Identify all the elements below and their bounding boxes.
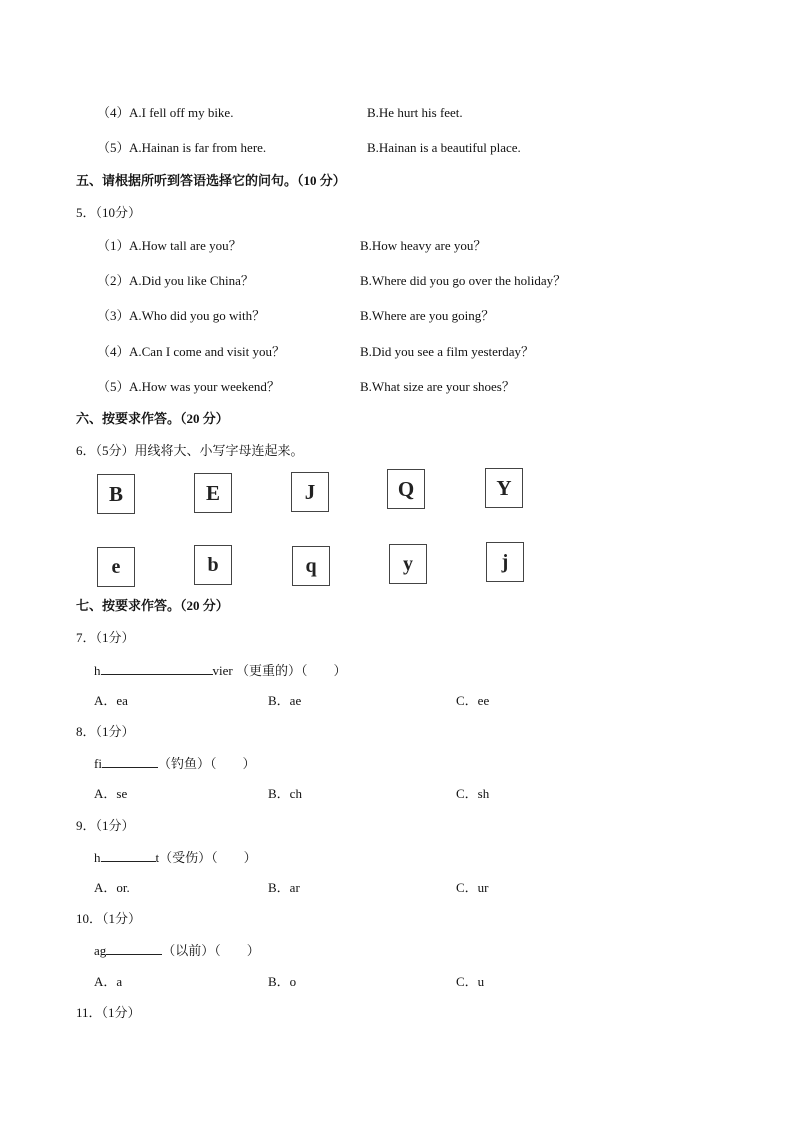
q9-stem-prefix: h [94,850,101,865]
q8-stem [94,755,255,772]
section5-title: 五、请根据所听到答语选择它的问句。（10 分） [76,173,346,188]
q5-item-num: （5） [97,379,130,394]
q5-item-option-b: B.What size are your shoes？ [360,379,515,394]
q9-option-c[interactable]: C．ur [456,880,489,895]
uppercase-letter-box[interactable]: J [291,472,329,512]
q9-option-a[interactable]: A．or. [94,880,130,895]
q9-answer-blank[interactable] [101,849,156,862]
lowercase-letter-box[interactable]: b [194,545,232,585]
prev-item5-option-a: A.Hainan is far from here. [129,140,267,155]
prev-item4-option-a: A.I fell off my bike. [129,105,234,120]
q11-number: 11．（1分） [76,1005,141,1020]
uppercase-letter-box[interactable]: Q [387,469,425,509]
uppercase-letter-box[interactable]: Y [485,468,523,508]
q6-number: 6．（5分）用线将大、小写字母连起来。 [76,443,304,458]
q5-item-num: （4） [97,344,130,359]
q8-answer-blank[interactable] [102,755,158,768]
q10-stem [94,942,260,959]
q8-option-a[interactable]: A．se [94,786,128,801]
q7-number: 7．（1分） [76,630,135,645]
q9-stem-suffix: t（受伤）（ ） [155,850,257,865]
q10-stem-suffix: （以前）（ ） [162,943,260,958]
prev-item4-num: （4） [97,105,130,120]
q10-stem-prefix: ag [94,943,107,958]
q5-item-option-b: B.How heavy are you？ [360,238,487,253]
q7-answer-blank[interactable] [101,662,213,675]
section7-title: 七、按要求作答。（20 分） [76,598,229,613]
uppercase-letter-box[interactable]: E [194,473,232,513]
q5-item-option-b: B.Where did you go over the holiday？ [360,273,567,288]
q10-option-b[interactable]: B．o [268,974,297,989]
q8-option-c[interactable]: C．sh [456,786,490,801]
q9-number: 9．（1分） [76,818,135,833]
prev-item5-option-b: B.Hainan is a beautiful place. [367,140,521,155]
q7-option-b[interactable]: B．ae [268,693,302,708]
uppercase-letter-box[interactable]: B [97,474,135,514]
prev-item4-option-b: B.He hurt his feet. [367,105,463,120]
lowercase-letter-box[interactable]: j [486,542,524,582]
lowercase-letter-box[interactable]: q [292,546,330,586]
q10-answer-blank[interactable] [106,942,162,955]
q7-stem-prefix: h [94,663,101,678]
q10-number: 10．（1分） [76,911,142,926]
q5-item-option-a: A.Did you like China？ [129,273,254,288]
q7-option-c[interactable]: C．ee [456,693,490,708]
q8-stem-suffix: （钓鱼）（ ） [157,756,256,771]
q5-item-option-a: A.How tall are you？ [129,238,242,253]
q7-option-a[interactable]: A．ea [94,693,128,708]
q7-stem [94,662,346,679]
q5-item-option-a: A.Can I come and visit you？ [129,344,285,359]
q9-stem [94,849,257,866]
q5-number: 5．（10分） [76,205,142,220]
q5-item-num: （2） [97,273,130,288]
q8-stem-prefix: fi [94,756,102,771]
prev-item5-num: （5） [97,140,130,155]
q5-item-num: （1） [97,238,130,253]
q5-item-option-a: A.Who did you go with？ [129,308,266,323]
lowercase-letter-box[interactable]: e [97,547,135,587]
q8-option-b[interactable]: B．ch [268,786,302,801]
q10-option-c[interactable]: C．u [456,974,485,989]
q10-option-a[interactable]: A．a [94,974,123,989]
q5-item-option-b: B.Did you see a film yesterday？ [360,344,535,359]
q9-option-b[interactable]: B．ar [268,880,300,895]
q5-item-option-a: A.How was your weekend？ [129,379,280,394]
section6-title: 六、按要求作答。（20 分） [76,411,229,426]
lowercase-letter-box[interactable]: y [389,544,427,584]
q5-item-option-b: B.Where are you going？ [360,308,495,323]
q5-item-num: （3） [97,308,130,323]
q8-number: 8．（1分） [76,724,135,739]
q7-stem-suffix: vier （更重的）（ ） [212,663,347,678]
